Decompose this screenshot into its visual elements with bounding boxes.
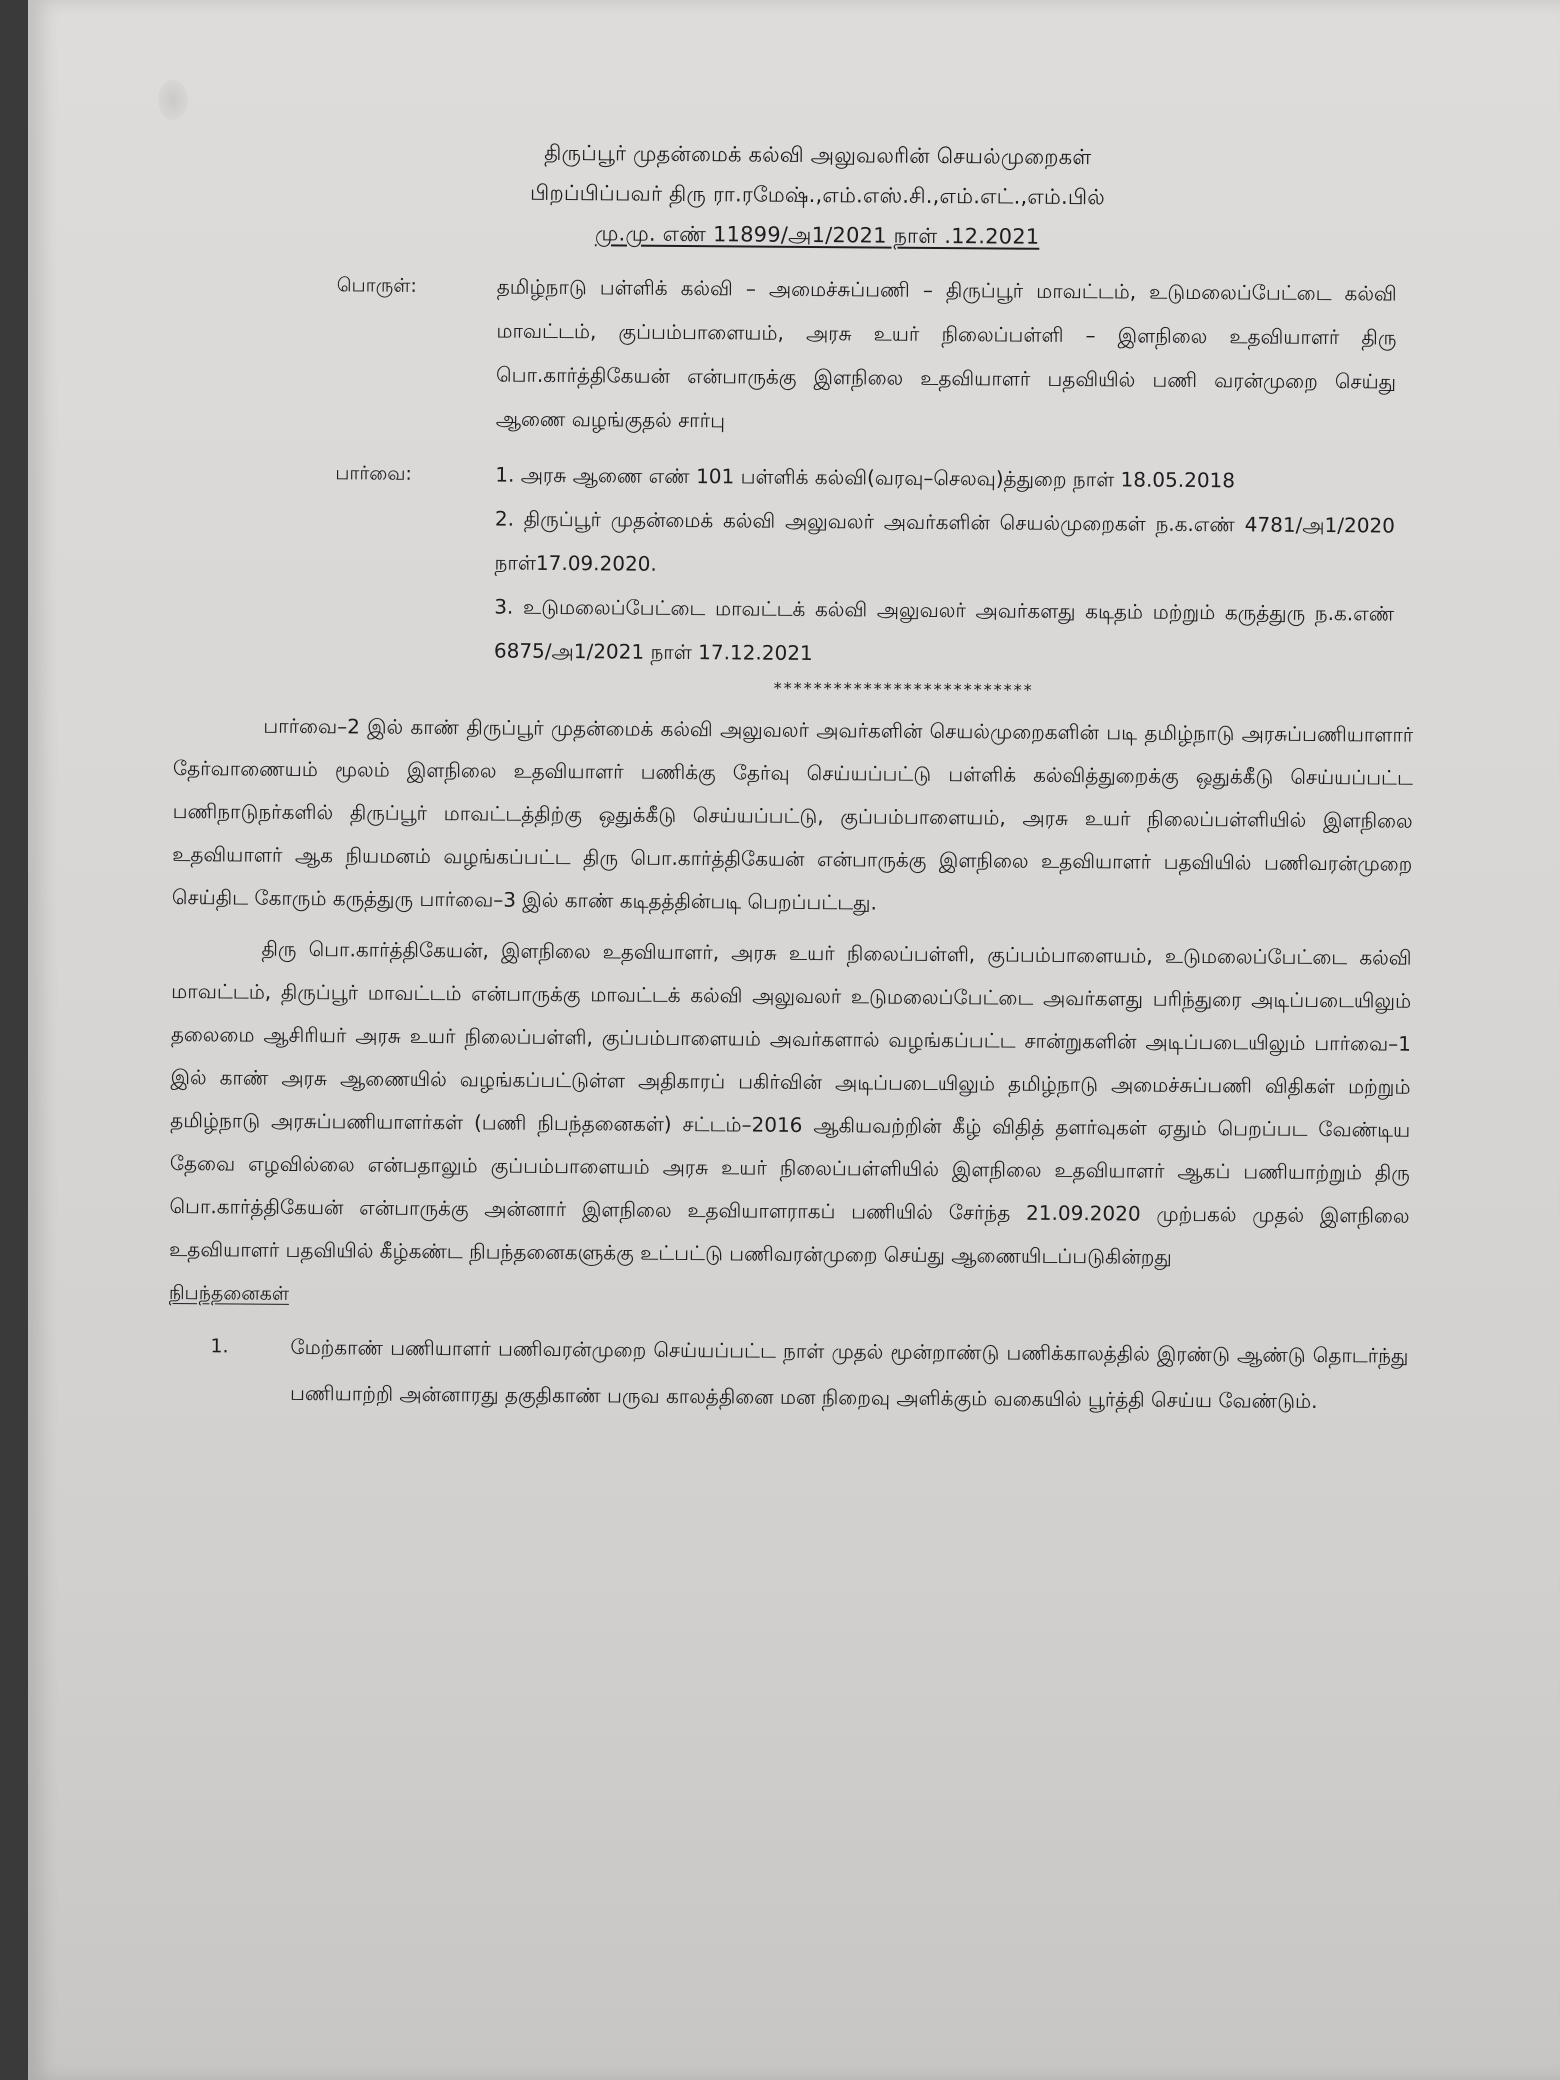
references-list	[494, 453, 1416, 680]
subject-text: தமிழ்நாடு பள்ளிக் கல்வி – அமைச்சுப்பணி – திருப்பூர் மாவட்டம், உடுமலைப்பேட்டை கல்வி மாவட்டம், குப்பம்பாளையம், அரசு உயர் நிலைப்பள்ளி – இளநிலை உதவியாளர் திரு பொ.கார்த்திகேயன் என்பாருக்கு இளநிலை உதவியாளர் பதவியில் பணி வரன்முறை செய்து ஆணை வழங்குதல் சார்பு	[495, 274, 1397, 433]
paper-smudge	[158, 80, 188, 120]
document-body	[168, 130, 1418, 1425]
paper-sheet	[28, 0, 1560, 2080]
issuer-line: பிறப்பிப்பவர் திரு ரா.ரமேஷ்.,எம்.எஸ்.சி.,எம்.எட்.,எம்.பில்	[529, 180, 1106, 210]
condition-text: மேற்காண் பணியாளர் பணிவரன்முறை செய்யப்பட்ட நாள் முதல் மூன்றாண்டு பணிக்காலத்தில் இரண்டு ஆண்டு தொடர்ந்து பணியாற்றி அன்னாரது தகுதிகாண் பருவ காலத்தினை மன நிறைவு அளிக்கும் வகையில் பூர்த்தி செய்ய வேண்டும்.	[289, 1334, 1409, 1413]
conditions-heading: நிபந்தனைகள்	[168, 1281, 290, 1305]
body-paragraph-1: பார்வை–2 இல் காண் திருப்பூர் முதன்மைக் கல்வி அலுவலர் அவர்களின் செயல்முறைகளின் படி தமிழ்நாடு அரசுப்பணியாளார் தேர்வாணையம் மூலம் இளநிலை உதவியாளர் பணிக்கு தேர்வு செய்யப்பட்டு பள்ளிக் கல்வித்துறைக்கு ஒதுக்கீடு செய்யப்பட்ட பணிநாடுநர்களில் திருப்பூர் மாவட்டத்திற்கு ஒதுக்கீடு செய்யப்பட்டு, குப்பம்பாளையம், அரசு உயர் நிலைப்பள்ளியில் இளநிலை உதவியாளர் ஆக நியமனம் வழங்கப்பட்ட திரு பொ.கார்த்திகேயன் என்பாருக்கு இளநிலை உதவியாளர் பதவியில் பணிவரன்முறை செய்திட கோரும் கருத்துரு பார்வை–3 இல் காண் கடிதத்தின்படி பெறப்பட்டது.	[171, 713, 1414, 915]
condition-item-1	[168, 1323, 1409, 1425]
document-header	[217, 130, 1418, 259]
reference-item-3: 3. உடுமலைப்பேட்டை மாவட்டக் கல்வி அலுவலர் அவர்களது கடிதம் மற்றும் கருத்துரு ந.க.எண் 6875/அ1/2021 நாள் 17.12.2021	[493, 594, 1395, 666]
reference-item-2: 2. திருப்பூர் முதன்மைக் கல்வி அலுவலர் அவர்களின் செயல்முறைகள் ந.க.எண் 4781/அ1/2020 நாள்17.09.2020.	[494, 506, 1396, 576]
office-title: திருப்பூர் முதன்மைக் கல்வி அலுவலரின் செயல்முறைகள்	[544, 140, 1092, 170]
references-block	[174, 450, 1416, 680]
condition-number: 1.	[210, 1335, 229, 1358]
reference-item-1: 1. அரசு ஆணை எண் 101 பள்ளிக் கல்வி(வரவு–செலவு)த்துறை நாள் 18.05.2018	[495, 462, 1236, 493]
star-separator: **************************	[773, 678, 1034, 700]
subject-block	[176, 262, 1417, 448]
body-paragraph-2: திரு பொ.கார்த்திகேயன், இளநிலை உதவியாளர், அரசு உயர் நிலைப்பள்ளி, குப்பம்பாளையம், உடுமலைப்பேட்டை கல்வி மாவட்டம், திருப்பூர் மாவட்டம் என்பாருக்கு மாவட்டக் கல்வி அலுவலர் உடுமலைப்பேட்டை அவர்களது பரிந்துரை அடிப்படையிலும் தலைமை ஆசிரியர் அரசு உயர் நிலைப்பள்ளி, குப்பம்பாளையம் அவர்களால் வழங்கப்பட்ட சான்றுகளின் அடிப்படையிலும் பார்வை–1 இல் காண் அரசு ஆணையில் வழங்கப்பட்டுள்ள அதிகாரப் பகிர்வின் அடிப்படையிலும் தமிழ்நாடு அமைச்சுப்பணி விதிகள் மற்றும் தமிழ்நாடு அரசுப்பணியாளர்கள் (பணி நிபந்தனைகள்) சட்டம்–2016 ஆகியவற்றின் கீழ் விதித் தளர்வுகள் ஏதும் பெறப்பட வேண்டிய தேவை எழவில்லை என்பதாலும் குப்பம்பாளையம் அரசு உயர் நிலைப்பள்ளியில் இளநிலை உதவியாளர் ஆகப் பணியாற்றும் திரு பொ.கார்த்திகேயன் என்பாருக்கு அன்னார் இளநிலை உதவியாளராகப் பணியில் சேர்ந்த 21.09.2020 முற்பகல் முதல் இளநிலை உதவியாளர் பதவியில் கீழ்கண்ட நிபந்தனைகளுக்கு உட்பட்டு பணிவரன்முறை செய்து ஆணையிடப்படுகின்றது	[169, 936, 1412, 1269]
subject-label: பொருள்:	[336, 274, 417, 297]
references-label: பார்வை:	[335, 462, 412, 485]
proceedings-number: மு.மு. எண் 11899/அ1/2021 நாள் .12.2021	[594, 221, 1040, 249]
